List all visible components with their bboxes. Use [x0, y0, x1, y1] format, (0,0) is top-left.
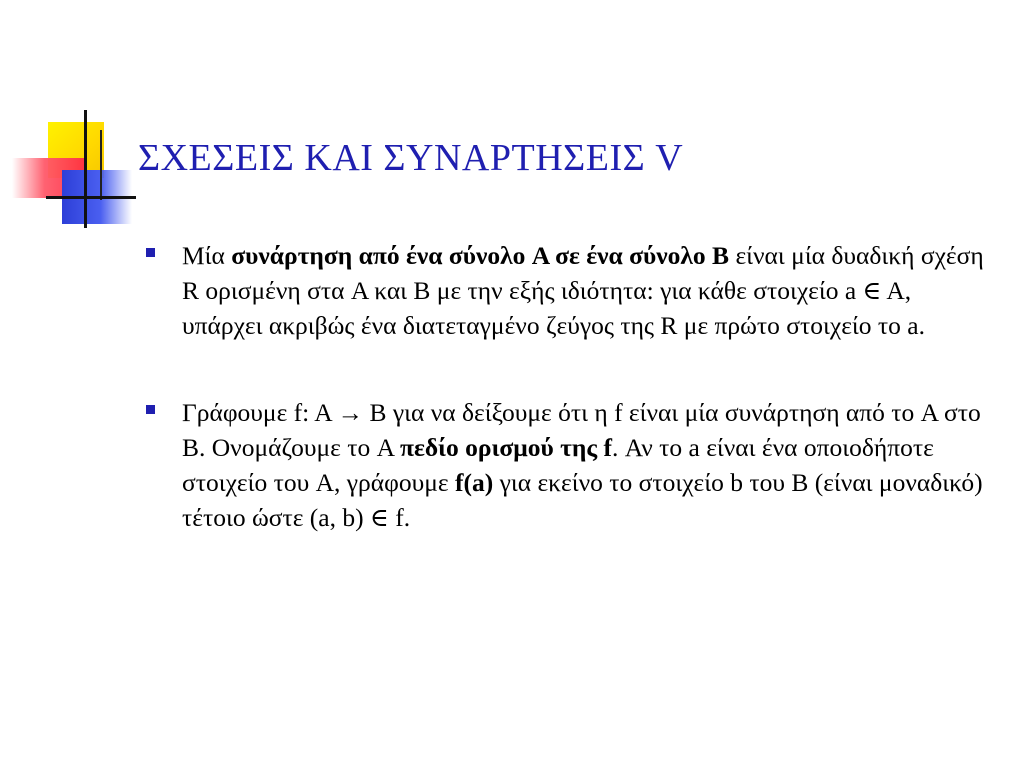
decorative-logo: [0, 0, 160, 240]
bullet-bold-term: f(a): [454, 468, 494, 497]
bullet-bold-term: πεδίο ορισμού της f: [399, 433, 612, 462]
bullet-bold-term: συνάρτηση από ένα σύνολο A σε ένα σύνολο B: [231, 241, 730, 270]
logo-vertical-line-2: [100, 130, 102, 200]
bullet-function-notation: [146, 395, 996, 535]
slide-title: ΣΧΕΣΕΙΣ ΚΑΙ ΣΥΝΑΡΤΗΣΕΙΣ V: [138, 137, 684, 179]
bullet-text-part: Γράφουμε f: A → B για να δείξουμε ότι η f είναι μία συνάρτηση από το A στο B. Ονομάζουμε το A: [182, 398, 981, 462]
bullet-text: [182, 238, 996, 343]
bullet-text: [182, 395, 996, 535]
bullet-text-part: για εκείνο το στοιχείο b του B (είναι μοναδικό) τέτοιο ώστε (a, b) ∈ f.: [182, 468, 983, 532]
bullet-text-part: . Αν το a είναι ένα οποιοδήποτε στοιχείο του A, γράφουμε: [182, 433, 934, 497]
bullet-list: [146, 238, 996, 535]
logo-horizontal-line: [46, 196, 136, 199]
bullet-marker: [146, 405, 155, 414]
bullet-text-part: Μία: [182, 241, 232, 270]
bullet-text-part: είναι μία δυαδική σχέση R ορισμένη στα A και B με την εξής ιδιότητα: για κάθε στοιχείο a ∈ A, υπάρχει ακριβώς ένα διατεταγμένο ζεύγος της R με πρώτο στοιχείο το a.: [182, 241, 984, 340]
bullet-function-definition: [146, 238, 996, 343]
bullet-marker: [146, 248, 155, 257]
logo-vertical-line: [84, 110, 87, 228]
